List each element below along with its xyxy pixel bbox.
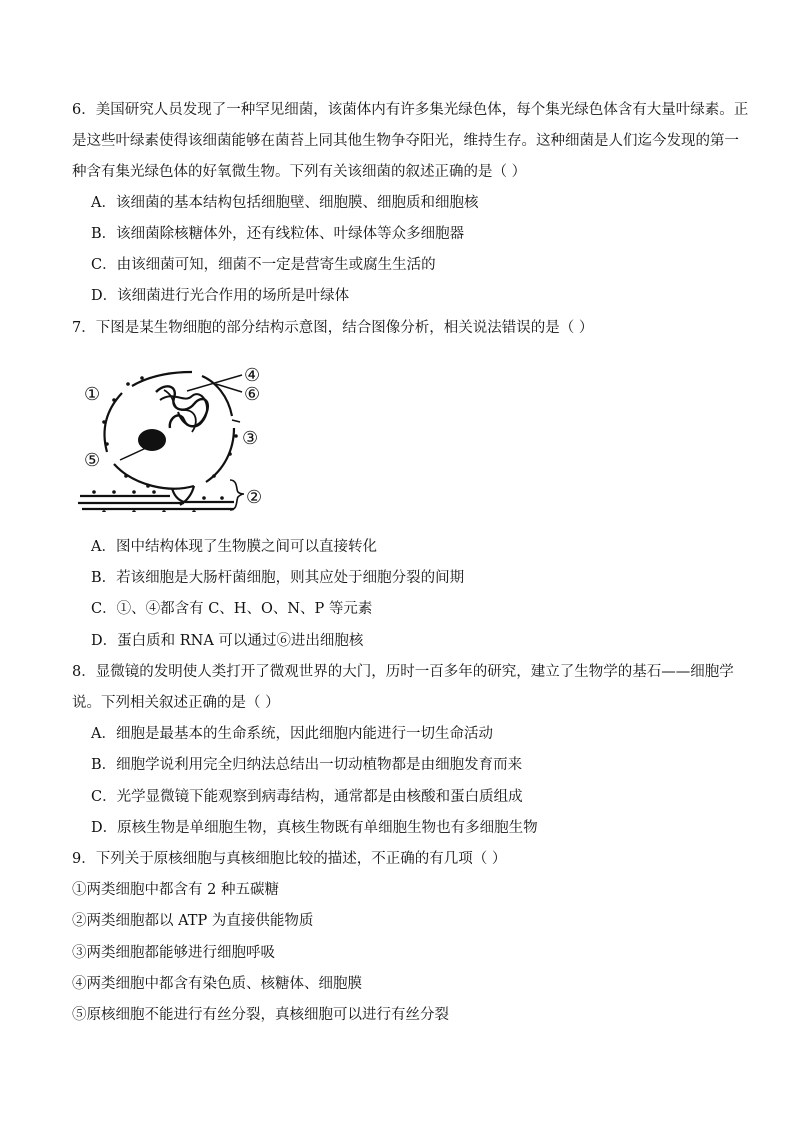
q6-stem-line-1: 6．美国研究人员发现了一种罕见细菌，该菌体内有许多集光绿色体，每个集光绿色体含有大量叶绿素。正 [72, 102, 749, 118]
label-2-brace [230, 480, 244, 510]
q6-option-b[interactable]: B．该细菌除核糖体外，还有线粒体、叶绿体等众多细胞器 [91, 226, 465, 242]
label-5: ⑤ [84, 450, 101, 471]
label-2: ② [246, 487, 263, 508]
q8-option-a[interactable]: A．细胞是最基本的生命系统，因此细胞内能进行一切生命活动 [91, 726, 493, 742]
q7-option-b[interactable]: B．若该细胞是大肠杆菌细胞，则其应处于细胞分裂的间期 [91, 570, 465, 586]
q9-statement-4: ④两类细胞中都含有染色质、核糖体、细胞膜 [72, 976, 362, 992]
q7-option-a[interactable]: A．图中结构体现了生物膜之间可以直接转化 [91, 539, 377, 555]
label-4: ④ [244, 365, 261, 386]
q9-stem-line-1: 9．下列关于原核细胞与真核细胞比较的描述，不正确的有几项（ ） [72, 851, 507, 867]
q8-option-d[interactable]: D．原核生物是单细胞生物，真核生物既有单细胞生物也有多细胞生物 [91, 820, 538, 836]
q8-stem-line-2: 说。下列相关叙述正确的是（ ） [72, 695, 280, 711]
cell-structure-figure [74, 360, 274, 512]
q6-option-d[interactable]: D．该细菌进行光合作用的场所是叶绿体 [91, 288, 350, 304]
label-6: ⑥ [244, 384, 261, 405]
cell-diagram [74, 360, 274, 512]
q6-option-c[interactable]: C．由该细菌可知，细菌不一定是营寄生或腐生生活的 [91, 257, 436, 273]
q8-stem-line-1: 8．显微镜的发明使人类打开了微观世界的大门，历时一百多年的研究，建立了生物学的基石——细胞学 [72, 664, 734, 680]
q6-option-a[interactable]: A．该细菌的基本结构包括细胞壁、细胞膜、细胞质和细胞核 [91, 195, 479, 211]
q6-stem-line-3: 种含有集光绿色体的好氧微生物。下列有关该细菌的叙述正确的是（ ） [72, 164, 527, 180]
label-1: ① [84, 384, 101, 405]
q7-stem-line-1: 7．下图是某生物细胞的部分结构示意图，结合图像分析，相关说法错误的是（ ） [72, 320, 594, 336]
q9-statement-5: ⑤原核细胞不能进行有丝分裂，真核细胞可以进行有丝分裂 [72, 1007, 449, 1023]
chromatin-coil-1 [156, 386, 208, 428]
q9-statement-2: ②两类细胞都以 ATP 为直接供能物质 [72, 913, 314, 929]
q7-option-c[interactable]: C．①、④都含有 C、H、O、N、P 等元素 [91, 601, 373, 617]
nucleolus [138, 429, 166, 451]
q8-option-c[interactable]: C．光学显微镜下能观察到病毒结构，通常都是由核酸和蛋白质组成 [91, 789, 523, 805]
q6-stem-line-2: 是这些叶绿素使得该细菌能够在菌苔上同其他生物争夺阳光，维持生存。这种细菌是人们迄今发现的第一 [72, 133, 739, 149]
label-3: ③ [242, 428, 259, 449]
q9-statement-1: ①两类细胞中都含有 2 种五碳糖 [72, 882, 279, 898]
q8-option-b[interactable]: B．细胞学说利用完全归纳法总结出一切动植物都是由细胞发育而来 [91, 757, 523, 773]
q7-option-d[interactable]: D．蛋白质和 RNA 可以通过⑥进出细胞核 [91, 633, 364, 649]
q9-statement-3: ③两类细胞都能够进行细胞呼吸 [72, 945, 275, 961]
